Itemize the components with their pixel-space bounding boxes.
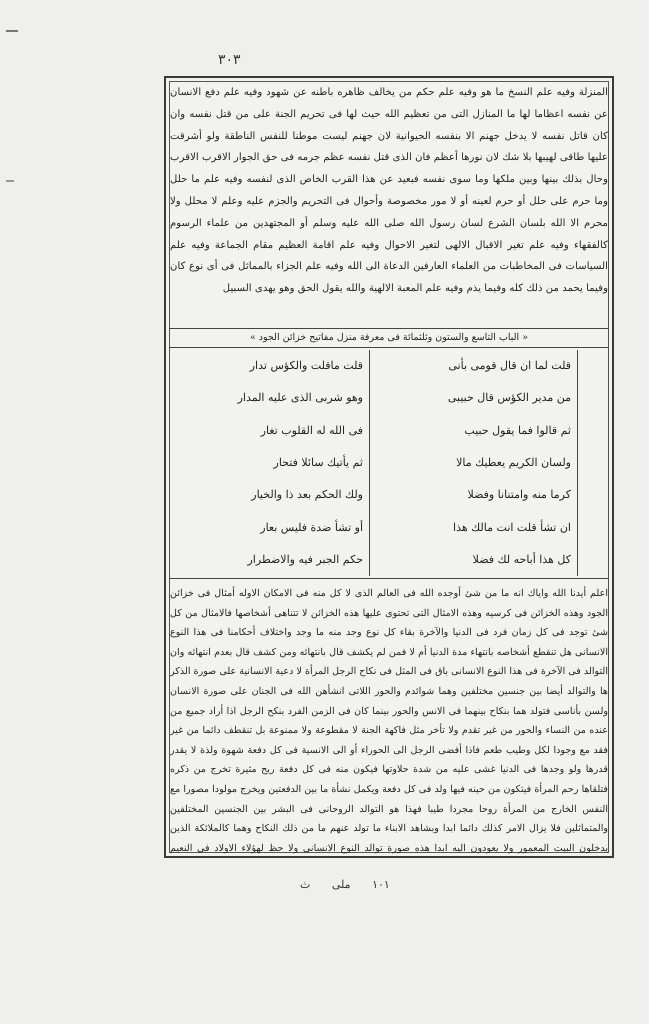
poem-verse: من مدير الكؤس قال حبيبى — [447, 391, 571, 405]
page-frame — [164, 76, 614, 858]
poem-column-left — [203, 350, 370, 576]
divider — [169, 578, 609, 579]
chapter-heading: « الباب التاسع والستون وثلثمائة فى معرفة منزل مفاتيح خزائن الجود » — [249, 332, 529, 343]
poem-verse: ثم يأتيك سائلا فتحار — [273, 455, 363, 469]
divider — [169, 347, 609, 348]
page-footer-marks: ١٠١ ملى ث — [300, 878, 390, 891]
poem-verse: كل هذا أباحه لك فضلا — [472, 552, 571, 566]
poem-verse: ثم قالوا فما يقول حبيب — [464, 423, 571, 437]
text-block-upper — [170, 82, 608, 324]
poem-verse: ان تشأ قلت انت مالك هذا — [453, 520, 571, 534]
poem-verse: فى الله له القلوب تغار — [260, 423, 363, 437]
text-block-lower — [170, 584, 608, 856]
paragraph: اعلم أيدنا الله واياك انه ما من شئ أوجده الله فى العالم الذى لا كل منه فى الامكان الاوله أمثال فى خزائن الجود وهذه الخزائن فى كرسيه وهذه الامثال التى تحتوى عليها هذه الخزائن لا تتناهى أشخاصها فالامثال من كل شئ توجد فى كل زمان فرد فى الدنيا والآخرة بقاء كل نوع وجد منه ما وجد واختلاف أحكامنا فى هذا النوع الانسانى هل تنقطع أشخاصه بانتهاء مدة الدنيا أم لا فمن لم يكشف قال بانتهائه ومن كشف قال بعدم انتهائه وان التوالد فى الآخرة فى هذا النوع الانسانى باق فى المثل فى نكاح الرجل المرأة لا دعية الانسانية على صورة الذكر ها والتوالد أيضا بين جنسين مختلفين وهما شوائدم والحور اللاتى انشأهن الله فى الجنان على صورة الانسان ولسن بأناسى فتولد هما بنكاح بينهما فى الانس والحور بينما كان فى الزمن الفرد بنكح الرجل اذا أراد جميع من عنده من النساء والحور من غير تقدم ولا تأخر مثل فاكهة الجنة لا مقطوعة ولا ممنوعة بل تنقطف دائما من غير فقد مع وجودا لكل وطيب طعم فاذا أفضى الرجل الى الحوراء أو الى الانسية فى كل دفعة شهوة ولذة لا يقدر قدرها ولو وجدها فى الدنيا غشى عليه من شدة حلاوتها فيكون منه فى كل دفعة ريح مثيرة تخرج من ذكره فتلقاها رحم المرأة فيتكون من حينه فيها ولد فى كل دفعة ويكمل نشأة ما بين الدفعتين ويخرج مولودا مصورا مع النفس الخارج من المرأة روحا مجردا طيبا فهذا هو التوالد الروحانى فى البشر بين الجنسين المختلفين والمتماثلين فلا يزال الامر كذلك دائما ابدا وبشاهد الابناء ما تولد عنهم ما من ذلك النكاح وهما كالملائكة الذين يدخلون البيت المعمور ولا يعودون اليه ابدا هذه صورة توالد النوع الانسانى ولا حظ لهؤلاء الاولاد فى النعيم — [170, 588, 608, 854]
poem-verse: أو تشأ ضدة فليس بعار — [260, 520, 363, 534]
divider — [169, 328, 609, 329]
poem — [172, 350, 606, 576]
poem-verse: ولسان الكريم يعطيك مالا — [456, 455, 571, 469]
poem-verse: حكم الجبر فيه والاضطرار — [247, 552, 363, 566]
paragraph: المنزلة وفيه علم النسخ ما هو وفيه علم حكم من يخالف ظاهره باطنه عن شهود وفيه علم دفع الانسان عن نفسه اعظاما لها ما المنازل التى من تعظيم الله حيث لها فى تحريم الجنة على من قتل نفسه وان كان قاتل نفسه لا يدخل جهنم الا بنفسه الحيوانية لان جهنم ليست موطنا للنفس الناطقة ولو أشرقت عليها طاقى لهيبها بلا شك لان نورها أعظم فان الذى قتل نفسه عظم جرمه فى حق الجوار الاقرب الاقرب وحال بذلك بينها وبين ملكها وما سوى نفسه فبعيد عن هذا القرب الخاص الذى لنفسه وفيه علم ما حلل وما حرم على حلل أو حرم لعينه أو لا مور مخصوصة وأحوال فى التحريم والجزم عليه وعلم لا محلل ولا محرم الا الله بلسان الشرع لسان رسول الله صلى الله عليه وسلم أو المجتهدين من علماء الرسوم كالفقهاء وفيه علم تغير الاقبال الالهى لتغير الاحوال وفيه علم اقامة العظيم مقام الجماعة وفيه علم السياسات فى المخاطبات من العلماء العارفين الدعاة الى الله وفيه علم الجزاء بالمماثل فى أى نوع كان وفيما يحمد من ذلك كله وفيما يذم وفيه علم المعبة الالهية والله يقول الحق وهو يهدى السبيل — [170, 87, 608, 295]
page-number-top: ٣٠٣ — [218, 52, 241, 68]
poem-verse: قلت ماقلت والكؤس تدار — [249, 359, 363, 373]
margin-mark — [6, 180, 14, 182]
poem-column-right — [411, 350, 578, 576]
poem-verse: ولك الحكم بعد ذا والخيار — [251, 488, 363, 502]
poem-verse: وهو شربى الذى عليه المدار — [237, 391, 363, 405]
poem-verse: قلت لما ان قال قومى بأنى — [448, 359, 571, 373]
poem-verse: كرما منه وامتنانا وفضلا — [467, 488, 571, 502]
margin-mark — [6, 30, 18, 32]
